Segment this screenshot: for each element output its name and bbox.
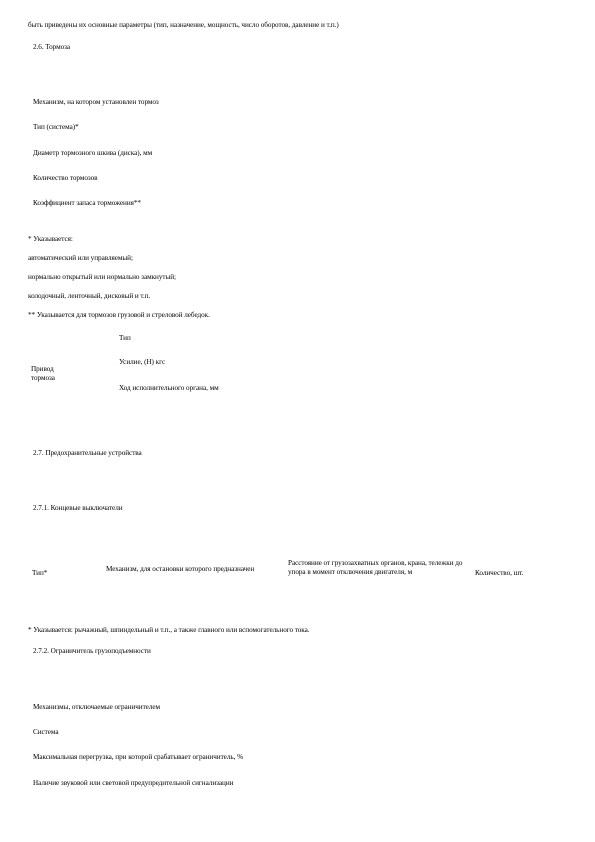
table-header-type: Тип* [32,569,48,577]
note-lebedok: ** Указывается для тормозов грузовой и стреловой лебедок. [28,311,210,319]
limiter-field: Механизмы, отключаемые ограничителем [33,703,160,711]
drive-row: Ход исполнительного органа, мм [119,384,219,392]
brake-field: Механизм, на котором установлен тормоз [33,98,159,106]
note-item: нормально открытый или нормально замкнутый; [28,273,176,281]
drive-label: Привод тормоза [31,365,55,383]
drive-row: Тип [119,334,131,342]
limit-switches-heading: 2.7.1. Концевые выключатели [33,504,123,512]
section-safety-heading: 2.7. Предохранительные устройства [33,449,142,457]
table-header-distance: Расстояние от грузозахватных органов, крана, тележки до упора в момент отключения двигателя, м [288,559,463,577]
limiter-field: Система [33,728,59,736]
brake-field: Диаметр тормозного шкива (диска), мм [33,149,153,157]
brake-field: Коэффициент запаса торможения** [33,199,141,207]
drive-row: Усилие, (Н) кгс [119,358,166,366]
note-item: автоматический или управляемый; [28,254,133,262]
note-item: колодочный, ленточный, дисковый и т.п. [28,292,151,300]
load-limiter-heading: 2.7.2. Ограничитель грузоподъемности [33,647,151,655]
table-header-mechanism: Механизм, для остановки которого предназначен [106,565,255,573]
limiter-field: Наличие звуковой или световой предупредительной сигнализации [33,779,234,787]
intro-line: быть приведены их основные параметры (тип, назначение, мощность, число оборотов, давление и т.п.) [28,21,339,29]
section-brakes-heading: 2.6. Тормоза [33,43,71,51]
limit-switch-note: * Указывается: рычажный, шпиндельный и т.п., а также главного или вспомогательного тока. [28,626,310,634]
brake-field: Тип (система)* [33,123,79,131]
brake-field: Количество тормозов [33,174,98,182]
limiter-field: Максимальная перегрузка, при которой срабатывает ограничитель, % [33,753,244,761]
note-title: * Указывается: [28,235,73,243]
table-header-count: Количество, шт. [475,569,524,577]
